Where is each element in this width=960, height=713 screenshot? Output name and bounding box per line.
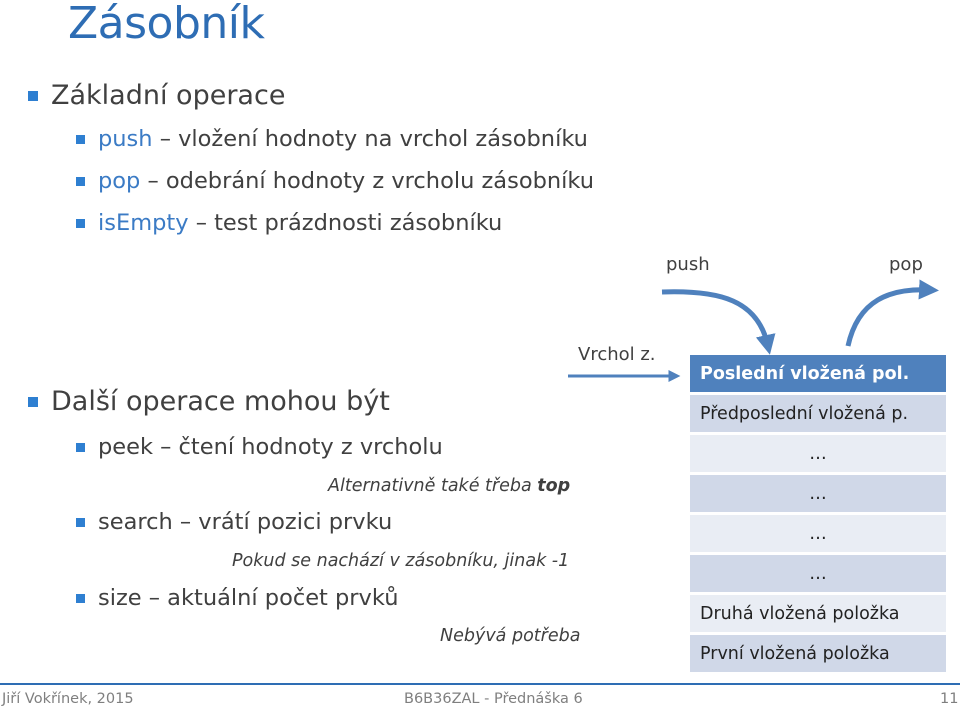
peek-note-bold: top <box>537 476 571 496</box>
footer-course: B6B36ZAL - Přednáška 6 <box>404 691 583 707</box>
top-pointer-label: Vrchol z. <box>578 344 656 365</box>
isempty-description: – test prázdnosti zásobníku <box>195 210 503 236</box>
footer-divider <box>0 683 960 685</box>
push-arrow <box>662 292 768 346</box>
stack-cell: … <box>690 435 946 472</box>
search-note: Pokud se nachází v zásobníku, jinak -1 <box>232 551 570 571</box>
stack-cell: … <box>690 515 946 552</box>
stack-cell: … <box>690 555 946 592</box>
slide-title: Zásobník <box>68 0 265 49</box>
pop-label: pop <box>889 254 923 275</box>
keyword-push: push <box>98 126 153 152</box>
footer-author: Jiří Vokřínek, 2015 <box>2 691 134 707</box>
pop-description: – odebrání hodnoty z vrcholu zásobníku <box>147 168 594 194</box>
stack-cell: Předposlední vložená p. <box>690 395 946 432</box>
stack-cell: Druhá vložená položka <box>690 595 946 632</box>
keyword-isempty: isEmpty <box>98 210 189 236</box>
basic-heading-text: Základní operace <box>51 80 286 111</box>
stack-cell: … <box>690 475 946 512</box>
footer-page-number: 11 <box>940 691 959 707</box>
other-heading-text: Další operace mohou být <box>51 386 390 417</box>
stack-cell-bottom: První vložená položka <box>690 635 946 672</box>
peek-note-text: Alternativně také třeba <box>328 476 538 496</box>
stack-cell-top: Poslední vložená pol. <box>690 355 946 392</box>
search-text: search – vrátí pozici prvku <box>98 509 393 535</box>
push-description: – vložení hodnoty na vrchol zásobníku <box>159 126 588 152</box>
peek-text: peek – čtení hodnoty z vrcholu <box>98 434 443 460</box>
pop-arrow <box>848 290 930 346</box>
size-text: size – aktuální počet prvků <box>98 585 399 611</box>
push-label: push <box>666 254 710 275</box>
size-note: Nebývá potřeba <box>440 626 581 646</box>
keyword-pop: pop <box>98 168 141 194</box>
stack-diagram <box>690 355 946 672</box>
